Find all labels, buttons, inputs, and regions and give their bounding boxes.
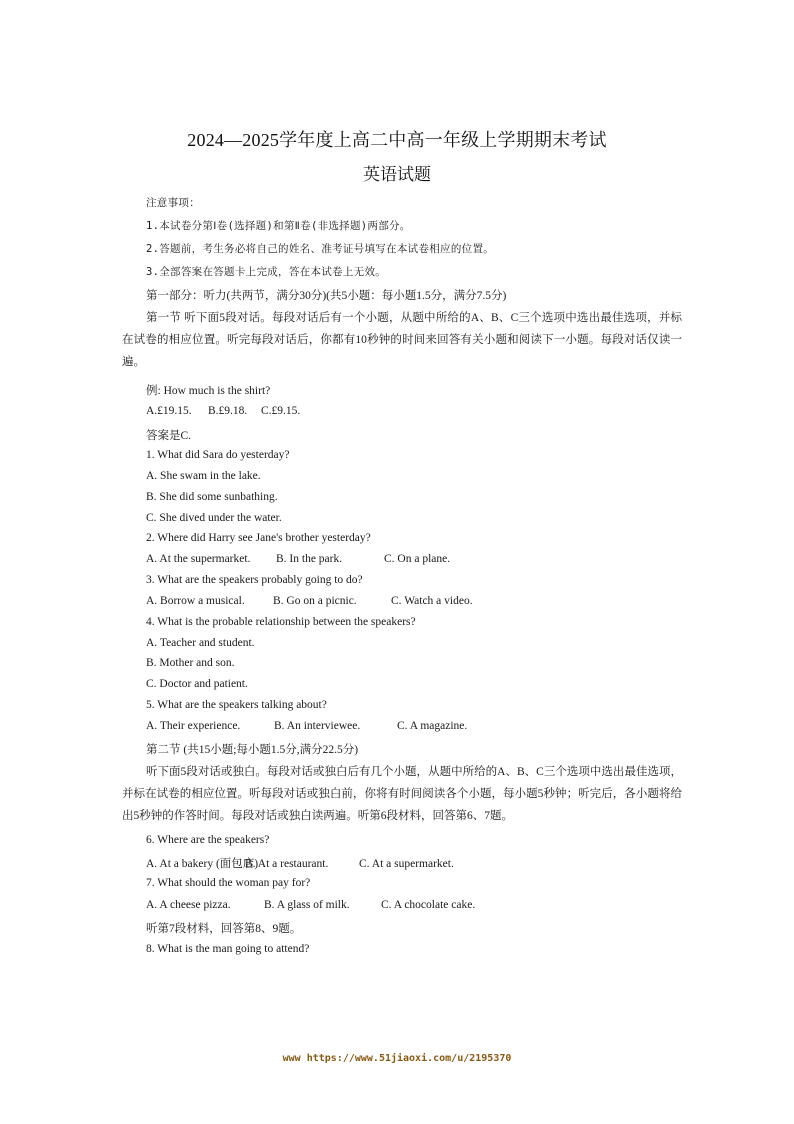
material-note: 听第7段材料，回答第8、9题。 — [146, 923, 302, 935]
section2-instructions: 听下面5段对话或独白。每段对话或独白后有几个小题，从题中所给的A、B、C三个选项中选出最佳选项，并标在试卷的相应位置。听每段对话或独白前，你将有时间阅读各个小题，每小题5秒钟；听完后，各小题将给出5秒钟的作答时间。每段对话或独白读两遍。听第6段材料，回答第6、7题。 — [122, 766, 682, 822]
notes-heading: 注意事项： — [146, 197, 200, 209]
option: C. Watch a video. — [391, 595, 473, 607]
question: 2. Where did Harry see Jane's brother yesterday? — [146, 532, 371, 544]
example-question: 例: How much is the shirt? — [146, 385, 271, 397]
section2-heading: 第二节 (共15小题;每小题1.5分,满分22.5分) — [146, 744, 359, 756]
option: C.£9.15. — [261, 405, 301, 417]
option: C. Doctor and patient. — [146, 678, 248, 690]
option: B. She did some sunbathing. — [146, 491, 278, 503]
options-row — [146, 720, 467, 732]
options-row — [146, 595, 473, 607]
question: 7. What should the woman pay for? — [146, 877, 311, 889]
example-options — [146, 405, 300, 417]
option: A. Teacher and student. — [146, 637, 255, 649]
example-answer: 答案是C. — [146, 430, 192, 442]
option: B. Mother and son. — [146, 657, 235, 669]
part1-heading: 第一部分：听力(共两节，满分30分)(共5小题：每小题1.5分，满分7.5分) — [146, 290, 507, 302]
page-title: 2024—2025学年度上高二中高一年级上学期期末考试 — [187, 130, 607, 150]
question: 8. What is the man going to attend? — [146, 943, 310, 955]
notes-item: 2.答题前，考生务必将自己的姓名、准考证号填写在本试卷相应的位置。 — [146, 243, 495, 255]
option: C. On a plane. — [384, 553, 451, 565]
option: B. A glass of milk. — [264, 899, 350, 911]
option: A. Their experience. — [146, 720, 241, 732]
page-subtitle: 英语试题 — [363, 165, 431, 184]
notes-item: 1.本试卷分第Ⅰ卷(选择题)和第Ⅱ卷(非选择题)两部分。 — [146, 220, 411, 232]
option: A. A cheese pizza. — [146, 899, 231, 911]
question: 1. What did Sara do yesterday? — [146, 449, 290, 461]
option: B. At a restaurant. — [245, 858, 329, 870]
option: C. She dived under the water. — [146, 512, 282, 524]
option: A. Borrow a musical. — [146, 595, 245, 607]
question: 5. What are the speakers talking about? — [146, 699, 327, 711]
option: A. At a bakery (面包店) — [146, 858, 259, 870]
option: B.£9.18. — [208, 405, 248, 417]
option: B. In the park. — [276, 553, 343, 565]
option: B. An interviewee. — [274, 720, 361, 732]
notes-item: 3.全部答案在答题卡上完成，答在本试卷上无效。 — [146, 266, 387, 278]
question: 6. Where are the speakers? — [146, 834, 270, 846]
options-row — [146, 855, 454, 871]
watermark-url: www https://www.51jiaoxi.com/u/2195370 — [282, 1053, 512, 1064]
option: B. Go on a picnic. — [273, 595, 357, 607]
option: A. She swam in the lake. — [146, 470, 261, 482]
option: C. A magazine. — [397, 720, 468, 732]
section1-instructions: 第一节 听下面5段对话。每段对话后有一个小题，从题中所给的A、B、C三个选项中选出最佳选项，并标在试卷的相应位置。听完每段对话后，你都有10秒钟的时间来回答有关小题和阅读下一小题。每段对话仅读一遍。 — [122, 312, 682, 368]
question: 3. What are the speakers probably going to do? — [146, 574, 363, 586]
option: C. A chocolate cake. — [381, 899, 476, 911]
options-row — [146, 899, 475, 911]
question: 4. What is the probable relationship between the speakers? — [146, 616, 416, 628]
option: A.£19.15. — [146, 405, 192, 417]
option: A. At the supermarket. — [146, 553, 251, 565]
options-row — [146, 553, 450, 565]
option: C. At a supermarket. — [359, 858, 454, 870]
